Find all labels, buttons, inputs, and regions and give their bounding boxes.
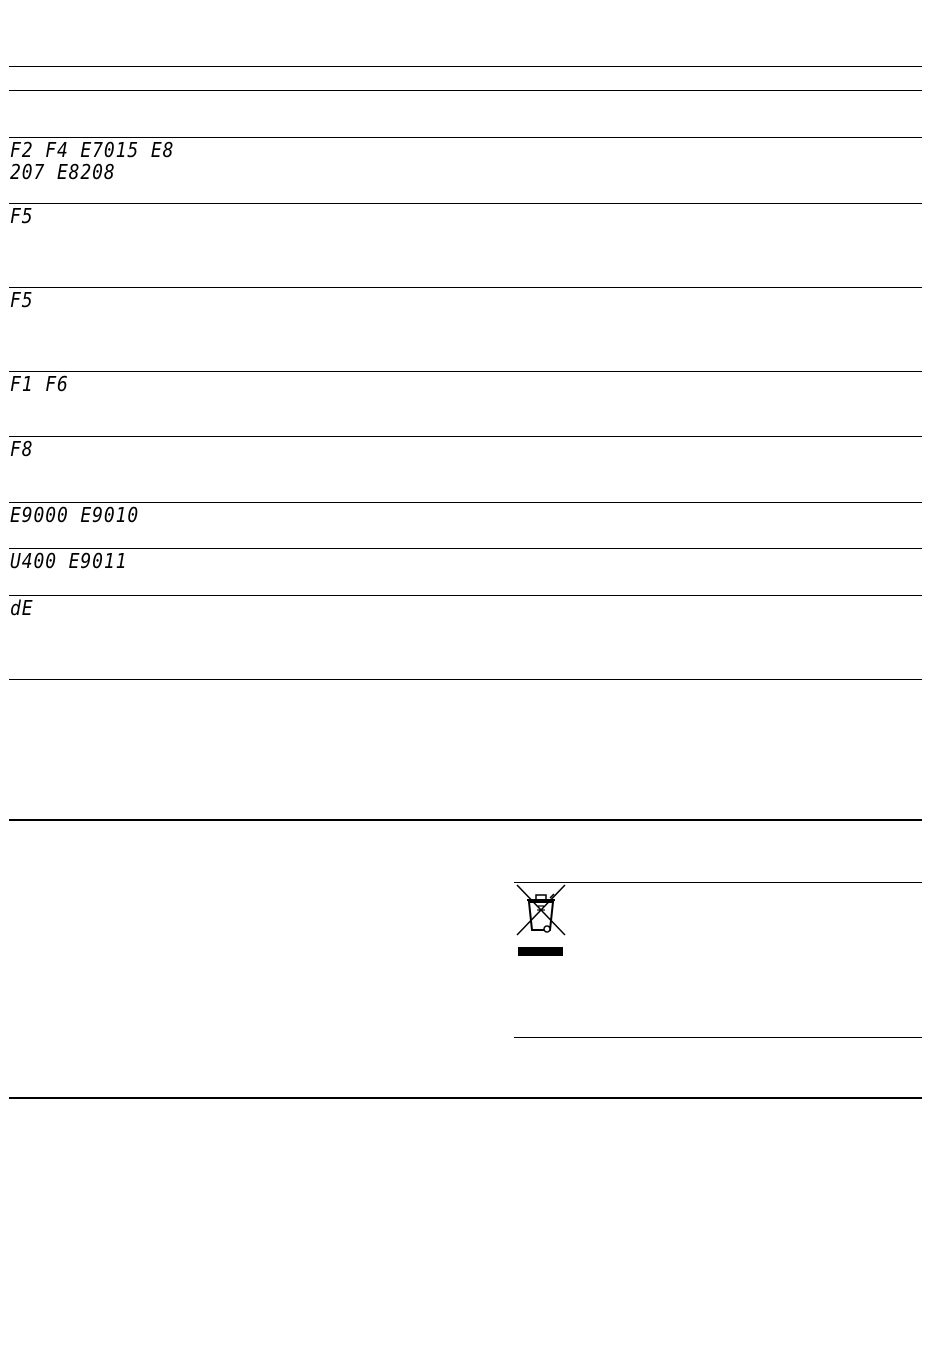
error-code-row-7: U400 E9011: [10, 549, 128, 573]
table-row-divider: [9, 203, 922, 204]
error-code-row-6: E9000 E9010: [10, 503, 140, 527]
table-row-divider: [9, 595, 922, 596]
table-row-divider: [9, 502, 922, 503]
error-code-row-4: F1 F6: [10, 372, 69, 396]
table-row-divider: [9, 548, 922, 549]
error-code-row-2: F5: [10, 204, 34, 228]
table-row-divider: [9, 287, 922, 288]
table-row-divider: [9, 436, 922, 437]
disposal-box-top-rule: [514, 882, 922, 883]
error-code-row-8: dE: [10, 596, 34, 620]
error-code-row-5: F8: [10, 437, 34, 461]
table-top-rule: [9, 66, 922, 67]
section-separator: [9, 1097, 922, 1099]
error-code-row-1-line-1: F2 F4 E7015 E8: [10, 138, 175, 162]
table-header-rule: [9, 90, 922, 91]
disposal-box-bottom-rule: [514, 1037, 922, 1038]
error-code-row-3: F5: [10, 288, 34, 312]
error-code-row-1-line-2: 207 E8208: [10, 160, 116, 184]
table-row-divider: [9, 371, 922, 372]
section-separator: [9, 819, 922, 821]
crossed-out-wheelie-bin-icon: [514, 884, 568, 958]
table-bottom-rule: [9, 679, 922, 680]
